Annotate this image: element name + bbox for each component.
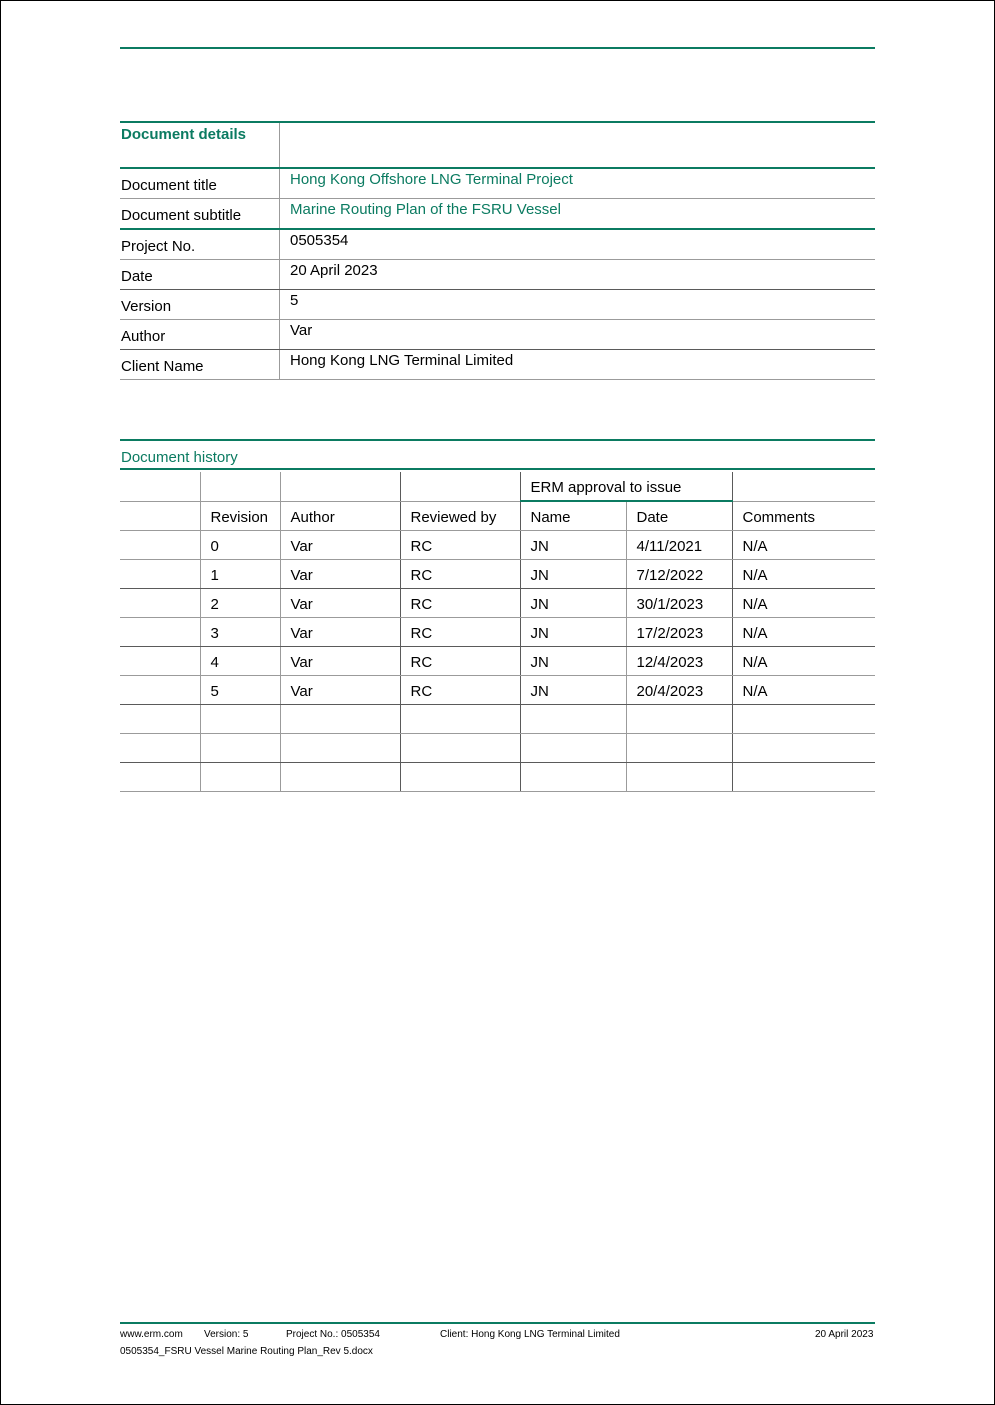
details-row-project-no	[120, 230, 875, 260]
column-header-date: Date	[626, 501, 732, 530]
client-name-value: Hong Kong LNG Terminal Limited	[290, 352, 514, 369]
document-details-heading: Document details	[120, 123, 280, 167]
footer-rule	[120, 1322, 875, 1324]
details-label: Version	[120, 290, 280, 319]
date-cell: 30/1/2023	[626, 588, 732, 617]
reviewed-by-cell: RC	[400, 588, 520, 617]
author-cell: Var	[280, 559, 400, 588]
date-cell: 7/12/2022	[626, 559, 732, 588]
details-label: Date	[120, 260, 280, 289]
document-details-table	[120, 121, 875, 380]
table-row-empty	[120, 733, 875, 762]
reviewed-by-cell: RC	[400, 530, 520, 559]
table-row	[120, 675, 875, 704]
details-row-version	[120, 290, 875, 320]
date-cell: 17/2/2023	[626, 617, 732, 646]
details-label: Project No.	[120, 230, 280, 259]
date-value: 20 April 2023	[290, 262, 378, 279]
footer-project-no: Project No.: 0505354	[286, 1329, 380, 1340]
column-header-author: Author	[280, 501, 400, 530]
approver-name-cell: JN	[520, 588, 626, 617]
revision-cell: 0	[200, 530, 280, 559]
document-title-value: Hong Kong Offshore LNG Terminal Project	[290, 171, 573, 188]
details-label: Author	[120, 320, 280, 349]
project-no-value: 0505354	[290, 232, 349, 249]
comments-cell: N/A	[732, 588, 875, 617]
date-cell: 12/4/2023	[626, 646, 732, 675]
revision-cell: 1	[200, 559, 280, 588]
footer-filename: 0505354_FSRU Vessel Marine Routing Plan_Rev 5.docx	[120, 1346, 373, 1357]
comments-cell: N/A	[732, 675, 875, 704]
history-group-header-row	[120, 472, 875, 501]
history-column-header-row	[120, 501, 875, 530]
reviewed-by-cell: RC	[400, 559, 520, 588]
table-row-empty	[120, 762, 875, 791]
table-row	[120, 588, 875, 617]
approver-name-cell: JN	[520, 646, 626, 675]
version-value: 5	[290, 292, 299, 309]
author-cell: Var	[280, 646, 400, 675]
details-row-client-name	[120, 350, 875, 380]
table-row	[120, 646, 875, 675]
reviewed-by-cell: RC	[400, 675, 520, 704]
table-row	[120, 617, 875, 646]
author-cell: Var	[280, 588, 400, 617]
details-row-document-subtitle	[120, 199, 875, 230]
approver-name-cell: JN	[520, 675, 626, 704]
column-header-revision: Revision	[200, 501, 280, 530]
revision-cell: 2	[200, 588, 280, 617]
author-cell: Var	[280, 617, 400, 646]
column-header-name: Name	[520, 501, 626, 530]
details-label: Document subtitle	[120, 199, 280, 228]
date-cell: 4/11/2021	[626, 530, 732, 559]
details-row-date	[120, 260, 875, 290]
author-value: Var	[290, 322, 313, 339]
column-header-reviewed-by: Reviewed by	[400, 501, 520, 530]
details-label: Document title	[120, 169, 280, 198]
revision-cell: 4	[200, 646, 280, 675]
erm-approval-header: ERM approval to issue	[520, 472, 732, 501]
comments-cell: N/A	[732, 559, 875, 588]
approver-name-cell: JN	[520, 617, 626, 646]
header-rule	[120, 47, 875, 49]
details-row-document-title	[120, 169, 875, 199]
document-details-header-row	[120, 121, 875, 169]
document-subtitle-value: Marine Routing Plan of the FSRU Vessel	[290, 201, 561, 218]
author-cell: Var	[280, 530, 400, 559]
revision-cell: 5	[200, 675, 280, 704]
approver-name-cell: JN	[520, 559, 626, 588]
footer-date: 20 April 2023	[815, 1329, 874, 1340]
comments-cell: N/A	[732, 646, 875, 675]
reviewed-by-cell: RC	[400, 646, 520, 675]
reviewed-by-cell: RC	[400, 617, 520, 646]
document-history-title-row	[120, 439, 875, 470]
revision-cell: 3	[200, 617, 280, 646]
date-cell: 20/4/2023	[626, 675, 732, 704]
comments-cell: N/A	[732, 530, 875, 559]
document-history-table	[120, 472, 875, 792]
footer-website: www.erm.com	[120, 1329, 183, 1340]
details-label: Client Name	[120, 350, 280, 379]
details-row-author	[120, 320, 875, 350]
table-row-empty	[120, 704, 875, 733]
column-header-comments: Comments	[732, 501, 875, 530]
footer-client: Client: Hong Kong LNG Terminal Limited	[440, 1329, 620, 1340]
footer-version: Version: 5	[204, 1329, 249, 1340]
approver-name-cell: JN	[520, 530, 626, 559]
table-row	[120, 530, 875, 559]
document-history-heading: Document history	[121, 449, 238, 466]
comments-cell: N/A	[732, 617, 875, 646]
author-cell: Var	[280, 675, 400, 704]
table-row	[120, 559, 875, 588]
